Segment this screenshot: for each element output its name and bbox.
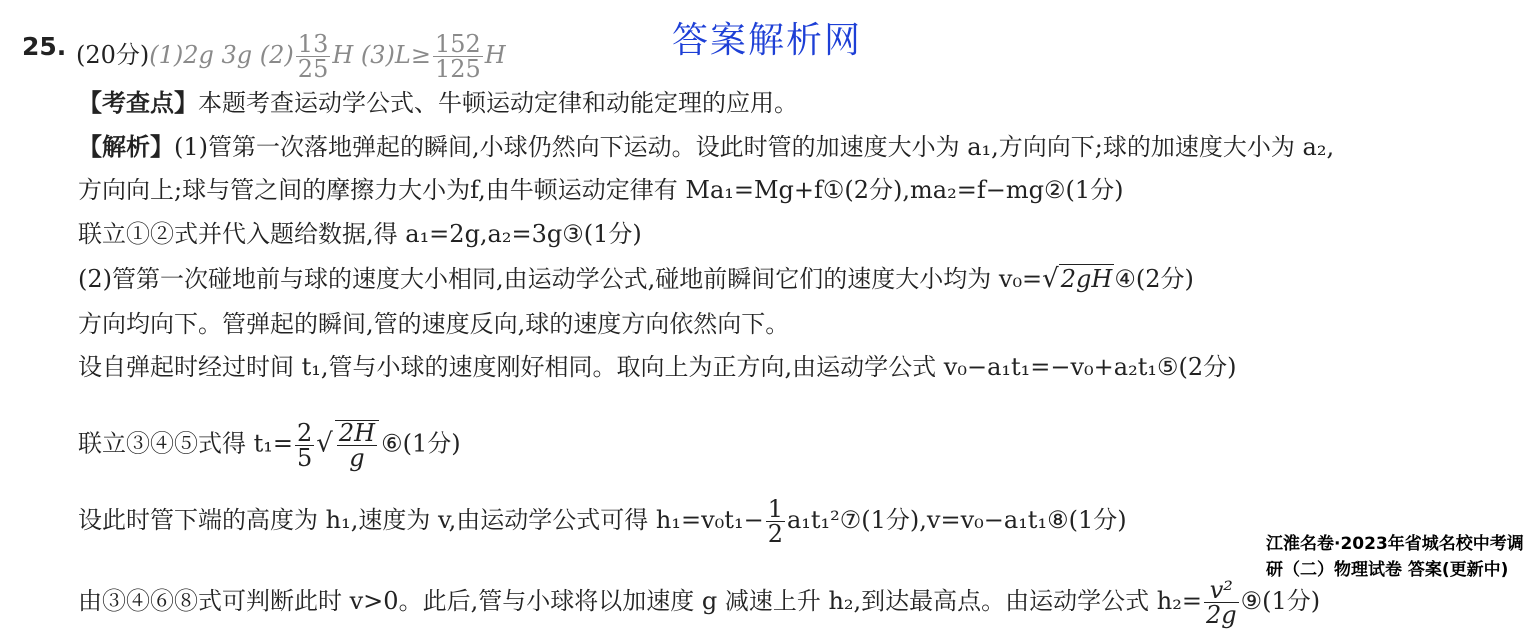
line-8: 联立③④⑤式得 t₁= $\frac{2}{5}$ √ $\frac{2H}{g}$ ⑥(1分)	[78, 418, 461, 472]
fraction-1-2: $\frac{1}{2}$	[767, 495, 783, 548]
line-5: (2)管第一次碰地前与球的速度大小相同,由运动学公式,碰地前瞬间它们的速度大小均为 v₀=√2gH④(2分)	[78, 264, 1194, 294]
answer-header	[76, 32, 506, 81]
question-number: 25.	[22, 32, 67, 61]
answer-2-fraction: $\frac{13}{25}$	[297, 30, 329, 83]
score: (20分)	[76, 41, 150, 69]
overlay-title-note: 江淮名卷·2023年省城名校中考调研（二）物理试卷 答案(更新中)	[1266, 531, 1540, 583]
line-6: 方向均向下。管弹起的瞬间,管的速度反向,球的速度方向依然向下。	[78, 310, 790, 338]
line-10: 由③④⑥⑧式可判断此时 v>0。此后,管与小球将以加速度 g 减速上升 h₂,到达最高点。由运动学公式 h₂= $\frac{\text{v²}}{2g}$ ⑨(1分)	[78, 576, 1321, 629]
answer-2-suffix: H	[332, 41, 354, 69]
line-analysis: 【解析】(1)管第一次落地弹起的瞬间,小球仍然向下运动。设此时管的加速度大小为 a₁,方向向下;球的加速度大小为 a₂,	[78, 133, 1335, 161]
line-4: 联立①②式并代入题给数据,得 a₁=2g,a₂=3g③(1分)	[78, 220, 642, 248]
sqrt-icon: √	[316, 428, 333, 459]
watermark: 答案解析网	[672, 20, 863, 61]
answer-3-fraction: $\frac{152}{125}$	[434, 30, 481, 83]
answer-1: (1)2g 3g	[149, 41, 253, 69]
fraction-2H-g: $\frac{2H}{g}$	[335, 420, 379, 470]
sqrt-icon: √	[1042, 264, 1059, 294]
line-9: 设此时管下端的高度为 h₁,速度为 v,由运动学公式可得 h₁=v₀t₁− $\frac{1}{2}$ a₁t₁²⑦(1分),v=v₀−a₁t₁⑧(1分)	[78, 495, 1127, 548]
fraction-2-5: $\frac{2}{5}$	[297, 418, 313, 472]
answer-3-suffix: H	[484, 41, 506, 69]
answer-2-prefix: (2)	[259, 41, 294, 69]
line-7: 设自弹起时经过时间 t₁,管与小球的速度刚好相同。取向上为正方向,由运动学公式 v₀−a₁t₁=−v₀+a₂t₁⑤(2分)	[78, 353, 1237, 381]
line-exam-point: 【考查点】本题考查运动学公式、牛顿运动定律和动能定理的应用。	[78, 89, 798, 117]
fraction-v2-2g: $\frac{\text{v²}}{2g}$	[1205, 576, 1237, 629]
line-3: 方向向上;球与管之间的摩擦力大小为f,由牛顿运动定律有 Ma₁=Mg+f①(2分),ma₂=f−mg②(1分)	[78, 176, 1124, 204]
answer-3-prefix: (3)L≥	[360, 41, 431, 69]
